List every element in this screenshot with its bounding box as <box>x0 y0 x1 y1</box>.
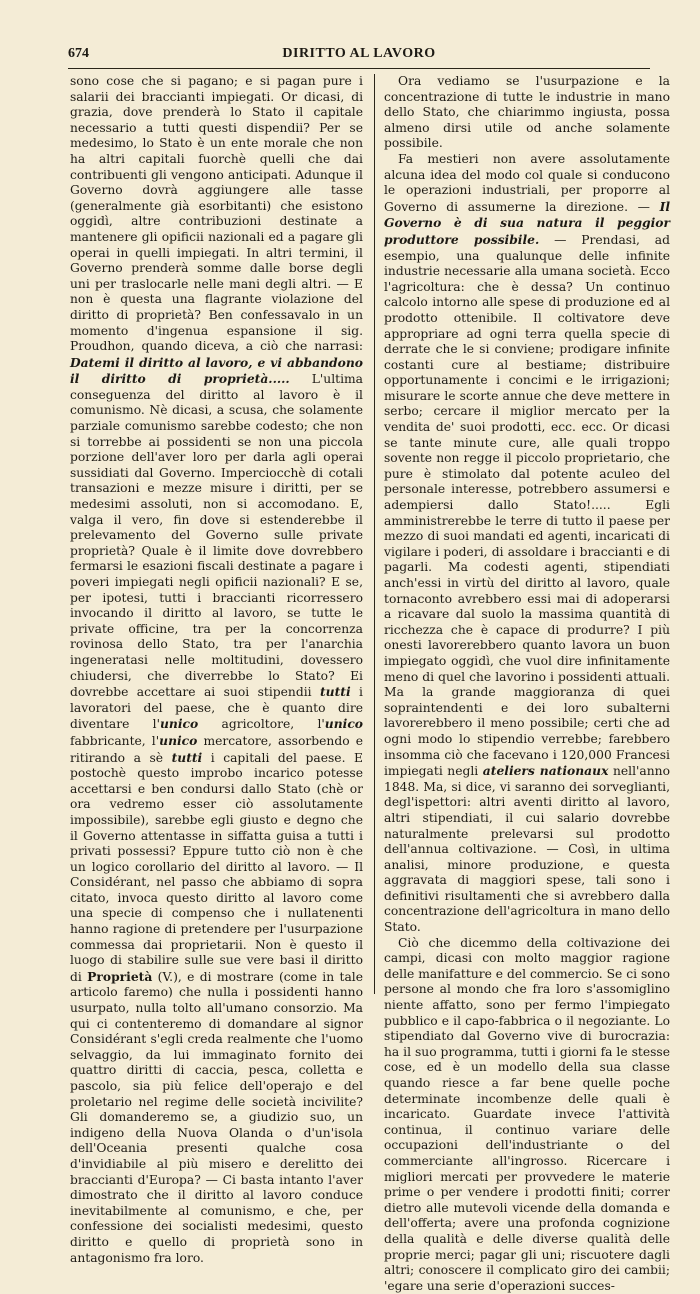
page-header <box>68 42 650 66</box>
text-run: — Prendasi, ad esempio, una qualunque delle infinite industrie necessarie alla umana società. Ecco l'agricoltura: che è dessa? Un continuo calcolo intorno alle spese di produzione ed al prodotto ottenibile. Il coltivatore deve appropriare ad ogni terra quella specie di derrate che le si conviene; prodigare infinite costanti cure al bestiame; distribuire opportunamente i concimi e le irrigazioni; misurare le scorte annue che deve mettere in serbo; cercare il miglior mercato per la vendita de' suoi prodotti, ecc. ecc. Or dicasi se tante minute cure, alle quali troppo sovente non regge il piccolo proprietario, che pure è stimolato dal potente aculeo del personale interesse, potrebbero assumersi e adempiersi dallo Stato!..... Egli amministrerebbe le terre di tutto il paese per mezzo di suoi mandati ed agenti, incaricati di vigilare i poderi, di assoldare i braccianti e di pagarli. Ma codesti agenti, stipendiati anch'essi in virtù del diritto al lavoro, quale tornaconto avrebbero essi mai di adoperarsi a ricavare dal suolo la massima quantità di ricchezza che è capace di produrre? I più onesti lavorerebbero quanto lavora un buon impiegato oggidì, che vuol dire infinitamente meno di quel che lavorino i possidenti attuali. Ma la grande maggioranza di quei sopraintendenti e dei loro subalterni lavorerebbero il meno possibile; certi che ad ogni modo lo stipendio verrebbe; farebbero insomma ciò che facevano i 120,000 Francesi impiegati negli <box>384 232 670 779</box>
header-rule <box>68 68 650 69</box>
text-run: i lavoratori del paese, che è quanto dire diventare l' <box>70 685 363 732</box>
text-run: L'ultima conseguenza del diritto al lavoro è il comunismo. Nè dicasi, a scusa, che solamente parziale comunismo sarebbe codesto; che non si torrebbe ai possidenti se non una piccola porzione dell'aver loro per darla agli operai sussidiati dal Governo. Imperciocchè di cotali transazioni e mezze misure i diritti, per se medesimi assoluti, non si accomodano. E, valga il vero, fin dove si estenderebbe il prelevamento del Governo sulle private proprietà? Quale è il limite dove dovrebbero fermarsi le esazioni fiscali destinate a pagare i poveri impiegati negli opificii nazionali? E se, per ipotesi, tutti i braccianti ricorressero invocando il diritto al lavoro, se tutte le private officine, tra per la concorrenza rovinosa dello Stato, tra per l'anarchia ingeneratasi nelle moltitudini, dovessero chiudersi, che diverrebbe lo Stato? Ei dovrebbe accettare ai suoi stipendii <box>70 372 363 700</box>
text-run: agricoltore, l' <box>198 717 325 732</box>
left-column <box>70 74 363 1266</box>
column-divider <box>374 74 375 994</box>
right-paragraph-2 <box>384 152 670 936</box>
emphasis: unico <box>324 716 364 732</box>
emphasis: tutti <box>171 749 203 765</box>
right-column <box>384 74 670 1294</box>
page-number: 674 <box>68 46 89 61</box>
text-run: Fa mestieri non avere assolutamente alcuna idea del modo col quale si conducono le operazioni industriali, per proporre al Governo di assumerne la direzione. — <box>384 151 670 214</box>
left-paragraph <box>70 74 363 1266</box>
text-run: (V.), e di mostrare (come in tale articolo faremo) che nulla i possidenti hanno usurpato, nulla tolto all'umano consorzio. Ma qui ci contenteremo di domandare al signor Considérant s'egli creda realmente che l'uomo selvaggio, da lui immaginato fornito dei quattro diritti di caccia, pesca, colletta e pascolo, sia più felice dell'operajo e del proletario nel regime delle società incivilite? Gli domanderemo se, a giudizio suo, un indigeno della Nuova Olanda o d'un'isola dell'Oceania presenti qualche cosa d'invidiabile al più misero e derelitto dei braccianti d'Europa? — Ci basta intanto l'aver dimostrato che il diritto al lavoro conduce inevitabilmente al comunismo, e che, per confessione dei socialisti medesimi, questo diritto e quello di proprietà sono in antagonismo fra loro. <box>70 969 363 1265</box>
proudhon-quote: Datemi il diritto al lavoro, e vi abbandono il diritto di proprietà..... <box>70 354 363 387</box>
text-run: fabbricante, l' <box>70 733 160 748</box>
cross-reference: Proprietà <box>87 968 153 984</box>
emphasis: unico <box>159 716 199 732</box>
text-run: i capitali del paese. E postochè questo improbo incarico potesse accettarsi e ben condursi dallo Stato (chè or ora vedremo esser ciò assolutamente impossibile), sarebbe egli giusto e degno che il Governo attentasse in siffatta guisa a tutti i privati possessi? Eppure tutto ciò non è che un logico corollario del diritto al lavoro. — Il Considérant, nel passo che abbiamo di sopra citato, invoca questo diritto al lavoro come una specie di compenso che i nullatenenti hanno ragione di pretendere per l'usurpazione commessa dai proprietarii. Non è questo il luogo di stabilire sulle sue vere basi il diritto di <box>70 750 363 984</box>
text-run: sono cose che si pagano; e si pagan pure i salarii dei braccianti impiegati. Or dicasi, di grazia, dove prenderà lo Stato il capitale necessario a tutti questi dispendii? Per se medesimo, lo Stato è un ente morale che non ha altri capitali fuorchè quelli che dai contribuenti gli vengono anticipati. Adunque il Governo dovrà aggiungere alle tasse (generalmente già esorbitanti) che esistono oggidì, altre contribuzioni destinate a mantenere gli opificii nazionali ed a pagare gli operai in quelli impiegati. In altri termini, il Governo prenderà somme dalle borse degli uni per traslocarle nelle mani degli altri. — E non è questa una flagrante violazione del diritto di proprietà? Ben confessavalo in un momento d'ingenua espansione il sig. Proudhon, quando diceva, a ciò che narrasi: <box>70 74 363 354</box>
emphasis: tutti <box>320 684 351 700</box>
text-run: nell'anno 1848. Ma, si dice, vi saranno dei sorveglianti, degl'ispettori: altri aventi diritto al lavoro, altri stipendiati, il cui salario dovrebbe naturalmente prelevarsi sul prodotto dell'annua coltivazione. — Così, in ultima analisi, minore produzione, e questa aggravata di maggiori spese, tali sono i definitivi risultamenti che si avrebbero dalla concentrazione dell'agricoltura in mano dello Stato. <box>384 764 670 935</box>
running-title: DIRITTO AL LAVORO <box>282 46 436 61</box>
text-run: mercatore, assorbendo e ritirando a sè <box>70 733 363 765</box>
right-paragraph-1: Ora vediamo se l'usurpazione e la concentrazione di tutte le industrie in mano dello Stato, che chiarimmo ingiusta, possa almeno dirsi utile od anche solamente possibile. <box>384 74 670 151</box>
emphasis: ateliers nationaux <box>482 763 609 779</box>
government-quote: Il Governo è di sua natura il peggior produttore possibile. <box>384 198 670 247</box>
right-paragraph-3: Ciò che dicemmo della coltivazione dei campi, dicasi con molto maggior ragione delle manifatture e del commercio. Se ci sono persone al mondo che fra loro s'assomiglino niente affatto, sono per fermo l'impiegato pubblico e il capo-fabbrica o il negoziante. Lo stipendiato dal Governo vive di burocrazia: ha il suo programma, tutti i giorni fa le stesse cose, ed è un modello della sua classe quando riesce a far bene quelle poche determinate incombenze delle quali è incaricato. Guardate invece l'attività continua, il continuo variare delle occupazioni dell'industriante o del commerciante all'ingrosso. Ricercare i migliori mercati per provvedere le materie prime o per vendere i prodotti finiti; correr dietro alle mutevoli vicende della domanda e dell'offerta; avere una profonda cognizione della qualità e delle diverse qualità delle proprie merci; pagar gli uni; riscuotere dagli altri; conoscere il complicato giro dei cambii; 'egare una serie d'operazioni succes- <box>384 935 670 1293</box>
emphasis: unico <box>159 732 198 748</box>
